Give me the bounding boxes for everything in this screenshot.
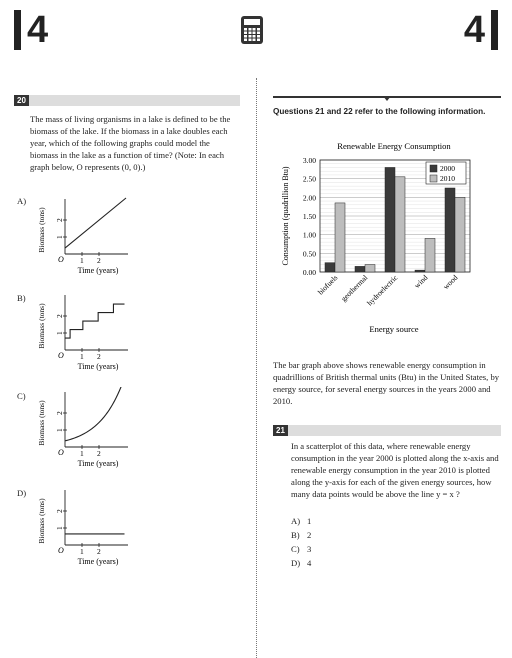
answer-label: A) [291, 516, 301, 526]
choice-b-label[interactable]: B) [17, 293, 26, 303]
answer-value: 2 [307, 530, 312, 540]
y-tick-label: 1.50 [302, 212, 316, 221]
y-tick-label: 1 [55, 235, 64, 239]
x-tick-label: biofuels [315, 273, 340, 297]
bar-2010-geothermal [365, 265, 375, 272]
question-20-text: The mass of living organisms in a lake is defined to be the biomass of the lake. If the biomass in a lake doubles each year, which of the following graphs could model the biomass in the lake as a function of time? (Note: In each graph below, O represents (0, 0).) [30, 114, 231, 172]
graph-curve [65, 198, 126, 248]
question-21-text: In a scatterplot of this data, where renewable energy consumption in the year 2000 is plotted along the x-axis and renewable energy consumption in the year 2010 is plotted along the y-axis for each of the given energy sources, how many data points would be above the line y = x ? [291, 441, 499, 499]
y-tick-label: 2 [55, 218, 64, 222]
x-tick-label: 1 [80, 256, 84, 265]
choice-d-label[interactable]: D) [17, 488, 27, 498]
graph-d[interactable] [30, 485, 140, 575]
x-tick-label: geothermal [339, 273, 370, 304]
bar-2000-wind [415, 270, 425, 272]
x-axis-label: Time (years) [77, 362, 119, 371]
legend-swatch-2000 [430, 165, 437, 172]
answer-c[interactable] [291, 544, 323, 554]
x-tick-label: 1 [80, 547, 84, 556]
chart-title: Renewable Energy Consumption [337, 141, 451, 151]
x-axis-label: Time (years) [77, 266, 119, 275]
section-number-right: 4 [464, 10, 498, 50]
x-axis-label: Energy source [369, 324, 419, 334]
answer-label: B) [291, 530, 300, 540]
x-tick-label: hydroelectric [365, 273, 400, 308]
calculator-icon [241, 16, 263, 44]
x-tick-label: 2 [97, 256, 101, 265]
y-tick-label: 0.00 [302, 268, 316, 277]
y-tick-label: 2 [55, 314, 64, 318]
choice-c-label[interactable]: C) [17, 391, 26, 401]
legend-swatch-2010 [430, 175, 437, 182]
x-tick-label: 2 [97, 449, 101, 458]
y-tick-label: 1 [55, 331, 64, 335]
y-tick-label: 2.00 [302, 193, 316, 203]
bar-2010-wind [425, 238, 435, 272]
y-axis-label: Consumption (quadrillion Btu) [281, 166, 290, 266]
y-tick-label: 2 [55, 509, 64, 513]
origin-label: O [58, 546, 64, 555]
choice-a-label[interactable]: A) [17, 196, 27, 206]
bar-2000-hydroelectric [385, 167, 395, 272]
info-heading: Questions 21 and 22 refer to the following information. [273, 107, 486, 116]
x-tick-label: 2 [97, 547, 101, 556]
bar-2000-wood [445, 188, 455, 272]
graph-curve [65, 304, 125, 338]
y-axis-label: Biomass (tons) [37, 498, 46, 544]
bar-2010-biofuels [335, 203, 345, 272]
answer-value: 1 [307, 516, 312, 526]
question-number: 21 [273, 425, 288, 436]
graph-curve [65, 387, 123, 441]
x-tick-label: 1 [80, 352, 84, 361]
y-tick-label: 3.00 [302, 156, 316, 165]
x-tick-label: wood [441, 273, 460, 292]
answer-a[interactable] [291, 516, 323, 526]
y-tick-label: 0.50 [302, 249, 316, 259]
column-divider [256, 78, 257, 658]
section-number-left: 4 [14, 10, 48, 50]
legend-label: 2000 [440, 164, 455, 173]
y-tick-label: 1 [55, 526, 64, 530]
answer-value: 4 [307, 558, 312, 568]
question-20-bar [14, 95, 240, 106]
bar-2000-biofuels [325, 263, 335, 272]
x-tick-label: 2 [97, 352, 101, 361]
y-axis-label: Biomass (tons) [37, 400, 46, 446]
graph-b[interactable] [30, 290, 140, 380]
y-axis-label: Biomass (tons) [37, 207, 46, 253]
bar-2010-wood [455, 197, 465, 272]
info-marker-icon [383, 96, 391, 101]
y-axis-label: Biomass (tons) [37, 303, 46, 349]
page-header [0, 0, 512, 62]
question-21-bar [273, 425, 501, 436]
bar-2000-geothermal [355, 266, 365, 272]
answer-label: C) [291, 544, 300, 554]
y-tick-label: 2.50 [302, 174, 316, 184]
legend-label: 2010 [440, 174, 455, 183]
bar-chart [270, 136, 502, 344]
y-tick-label: 1 [55, 428, 64, 432]
bar-2010-hydroelectric [395, 177, 405, 272]
origin-label: O [58, 448, 64, 457]
y-tick-label: 2 [55, 411, 64, 415]
answer-b[interactable] [291, 530, 323, 540]
origin-label: O [58, 255, 64, 264]
chart-description: The bar graph above shows renewable energy consumption in quadrillions of British thermal units (Btu) in the United States, by energy source, for several energy sources in the years 2000 and 2010. [273, 360, 500, 406]
answer-label: D) [291, 558, 301, 568]
x-tick-label: wind [412, 273, 430, 291]
question-number: 20 [14, 95, 29, 106]
x-axis-label: Time (years) [77, 557, 119, 566]
graph-a[interactable] [30, 194, 140, 284]
x-axis-label: Time (years) [77, 459, 119, 468]
origin-label: O [58, 351, 64, 360]
answer-d[interactable] [291, 558, 323, 568]
graph-c[interactable] [30, 387, 140, 477]
y-tick-label: 1.00 [302, 230, 316, 240]
x-tick-label: 1 [80, 449, 84, 458]
answer-value: 3 [307, 544, 312, 554]
